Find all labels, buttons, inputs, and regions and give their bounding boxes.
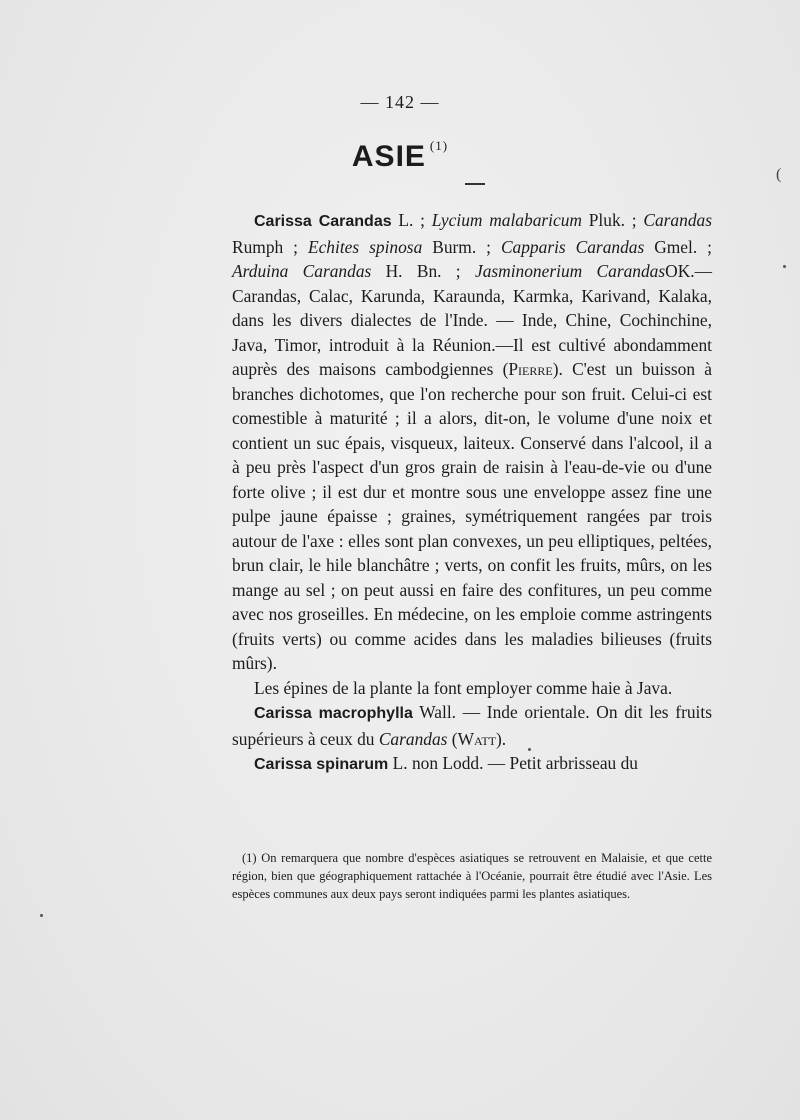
- margin-mark: (: [776, 166, 782, 183]
- footnote-ref: (1): [429, 138, 449, 153]
- description-text: ).: [496, 728, 507, 749]
- synonym: Echites spinosa: [307, 236, 423, 257]
- author-abbrev: Burm. ;: [422, 236, 501, 257]
- species-name: Carissa macrophylla: [254, 705, 413, 722]
- author-abbrev: H. Bn. ;: [371, 261, 475, 281]
- description-text: ). C'est un buisson à branches dichotomes, que l'on recherche pour son fruit. Celui-ci est comestible à maturité ; il a alors, dit-on, le volume d'une noix et contient un suc épais, visqueux, laiteux. Conservé dans l'alcool, il a à peu près l'aspect d'un gros grain de raisin à l'eau-de-vie ou d'une forte olive ; il est dur et montre sous une enveloppe assez fine une pulpe jaune épaisse ; graines, symétriquement rangées par trois autour de l'axe : elles sont plan convexes, un peu elliptiques, peltées, brun clair, le hile blanchâtre ; verts, on confit les fruits, mûrs, on les mange au sel ; on peut aussi en faire des confitures, un peu comme avec nos groseilles. En médecine, on les emploie comme astringents (fruits verts) ou comme acides dans les maladies bilieuses (fruits mûrs).: [232, 359, 712, 673]
- main-text: [232, 208, 712, 778]
- citation: Watt: [457, 728, 496, 749]
- section-title: ASIE: [351, 140, 426, 173]
- species-name: Carissa Carandas: [254, 213, 392, 230]
- paragraph-carissa-carandas: [232, 208, 712, 676]
- description-text: Wall. — Inde orientale. On dit les fruits supérieurs à ceux du: [232, 702, 712, 749]
- author-abbrev: L. ;: [391, 210, 432, 230]
- author-abbrev: Rumph ;: [232, 236, 308, 257]
- footnote: [232, 849, 712, 903]
- paragraph-carissa-spinarum: [232, 751, 712, 778]
- species-name: Carissa spinarum: [254, 756, 389, 773]
- citation: Pierre: [508, 359, 553, 379]
- page-number: — 142 —: [360, 92, 440, 112]
- speck: [528, 748, 531, 751]
- heading-rule: [465, 183, 485, 185]
- synonym: Jasminonerium Carandas: [474, 261, 666, 281]
- synonym: Lycium malabaricum: [431, 210, 582, 230]
- paragraph-carissa-macrophylla: [232, 700, 712, 751]
- synonym: Capparis Carandas: [500, 236, 645, 257]
- description-text: L. non Lodd. — Petit arbrisseau du: [388, 753, 638, 773]
- author-abbrev: Pluk. ;: [581, 210, 644, 230]
- species-ref: Carandas: [378, 728, 448, 749]
- description-text: OK.— Carandas, Calac, Karunda, Karaunda, Karmka, Karivand, Kalaka, dans les divers dialectes de l'Inde. — Inde, Chine, Cochinchine, Java, Timor, introduit à la Réunion.—Il est cultivé abondamment auprès des maisons cambodgiennes (: [232, 261, 712, 379]
- synonym: Arduina Carandas: [232, 261, 372, 281]
- paragraph-hedge: Les épines de la plante la font employer comme haie à Java.: [254, 677, 673, 698]
- footnote-text: (1) On remarquera que nombre d'espèces asiatiques se retrouvent en Malaisie, et que cette région, bien que géographiquement rattachée à l'Océanie, pourrait être étudié avec l'Asie. Les espèces communes aux deux pays seront indiquées parmi les plantes asiatiques.: [232, 851, 712, 901]
- description-text: (: [447, 728, 458, 749]
- speck: [40, 914, 43, 917]
- synonym: Carandas: [643, 210, 712, 230]
- speck: [783, 265, 786, 268]
- section-heading: [0, 140, 800, 174]
- author-abbrev: Gmel. ;: [644, 236, 712, 257]
